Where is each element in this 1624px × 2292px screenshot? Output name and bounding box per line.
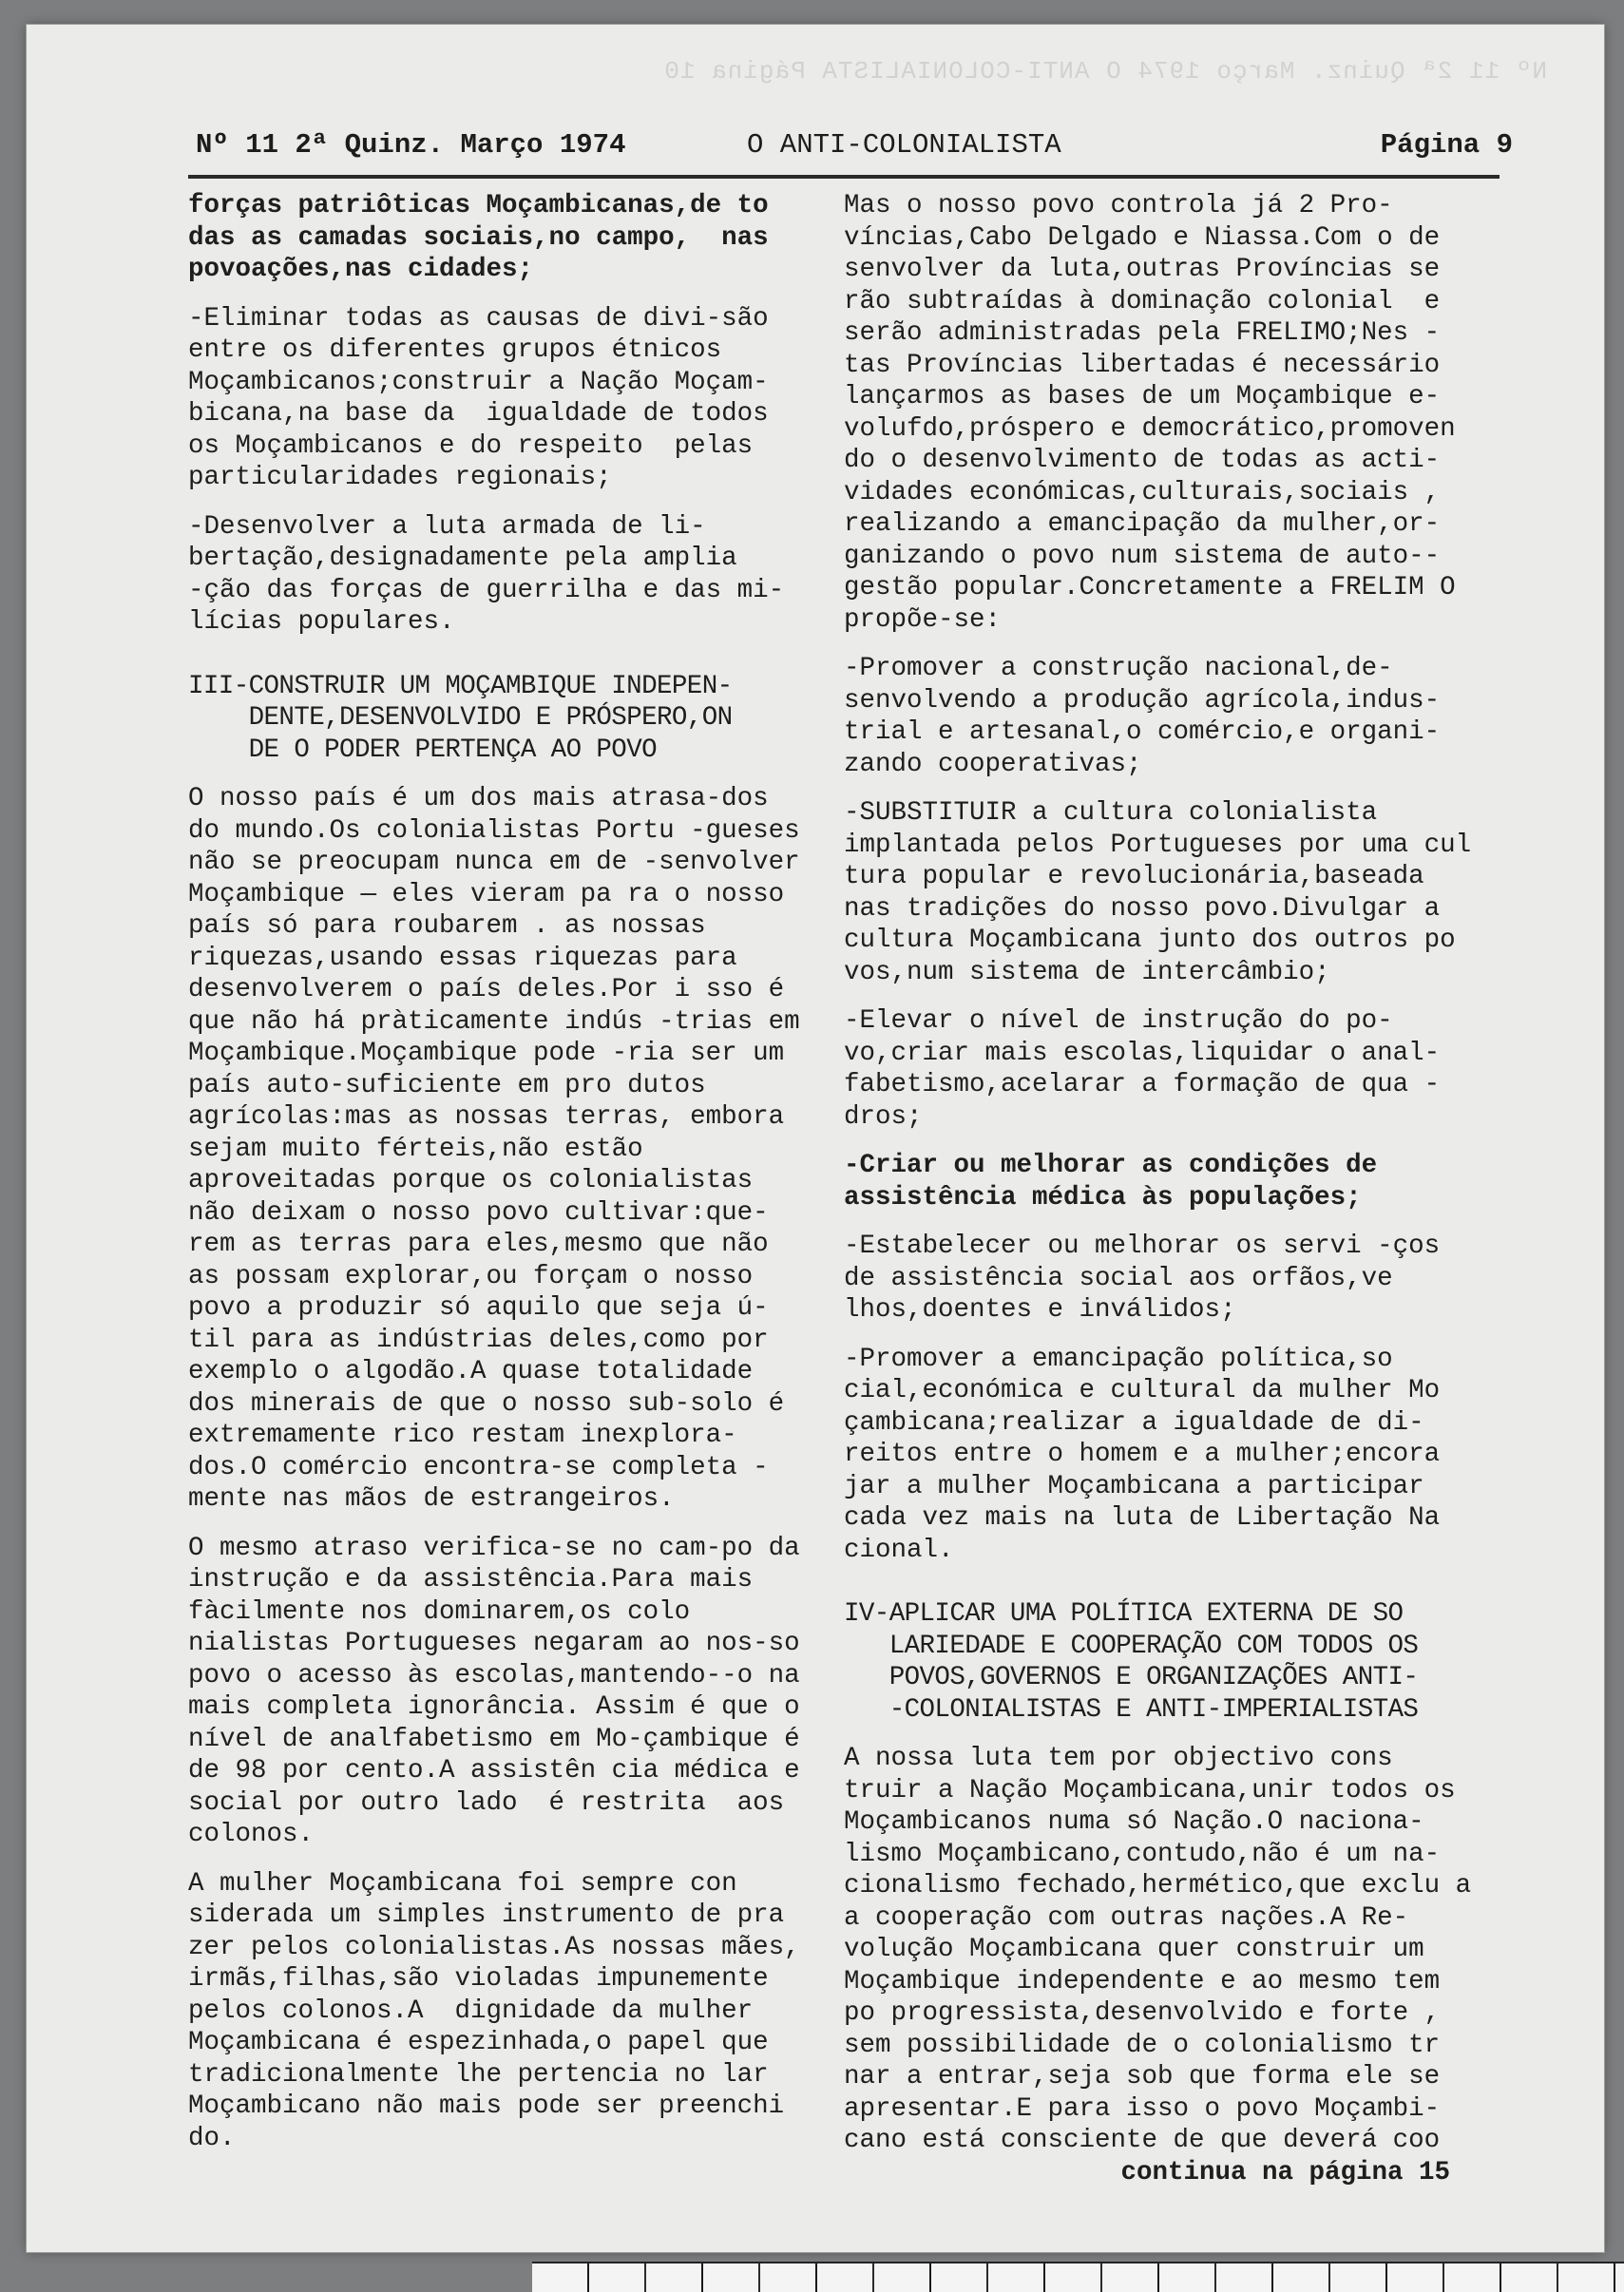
left-column — [188, 190, 815, 2154]
paragraph: -Desenvolver a luta armada de li-bertação,designadamente pela amplia -ção das forças de guerrilha e das mi-lícias populares. — [188, 511, 785, 637]
paragraph: O mesmo atraso verifica-se no cam-po da instrução e da assistência.Para mais fàcilmente nos dominarem,os colo nialistas Portugueses negaram ao nos-so povo o acesso às escolas,mantendo--o na mais completa ignorância. Assim é que o nível de analfabetismo em Mo-çambique é de 98 por cento.A assistên cia médica e social por outro lado é restrita aos colonos. — [188, 1533, 816, 1849]
page-number: Página 9 — [1380, 129, 1513, 161]
section-heading-iv: IV-APLICAR UMA POLÍTICA EXTERNA DE SO LARIEDADE E COOPERAÇÃO COM TODOS OS POVOS,GOVERNOS E ORGANIZAÇÕES ANTI- -COLONIALISTAS E ANTI-IMPERIALISTAS — [844, 1599, 1419, 1725]
paragraph: Mas o nosso povo controla já 2 Pro-víncias,Cabo Delgado e Niassa.Com o de senvolver da luta,outras Províncias se rão subtraídas à dominação colonial e serão administradas pela FRELIMO;Nes -tas Províncias libertadas é necessário lançarmos as bases de um Moçambique e-volufdo,próspero e democrático,promoven do o desenvolvimento de todas as acti-vidades económicas,culturais,sociais , realizando a emancipação da mulher,or-ganizando o povo num sistema de auto--gestão popular.Concretamente a FRELIM O propõe-se: — [844, 191, 1472, 635]
publication-title: O ANTI-COLONIALISTA — [747, 129, 1061, 161]
paragraph: -Promover a construção nacional,de-senvolvendo a produção agrícola,indus-trial e artesanal,o comércio,e organi-zando cooperativas; — [844, 654, 1441, 779]
bleed-through-text: Nº 11 2ª Quinz. Março 1974 O ANTI-COLONIALISTA Página 10 — [663, 57, 1547, 86]
issue-date: Nº 11 2ª Quinz. Março 1974 — [196, 129, 626, 161]
right-column — [844, 190, 1486, 2188]
paragraph: -Criar ou melhorar as condições de assistência médica às populações; — [844, 1151, 1393, 1213]
paragraph: -Estabelecer ou melhorar os servi -ços de assistência social aos orfãos,ve lhos,doentes e inválidos; — [844, 1232, 1456, 1325]
section-heading-iii: III-CONSTRUIR UM MOÇAMBIQUE INDEPEN- DENTE,DESENVOLVIDO E PRÓSPERO,ON DE O PODER PERTENÇA AO POVO — [188, 671, 733, 765]
archive-scale-ruler — [532, 2262, 1624, 2292]
header-divider — [188, 175, 1500, 179]
continuation-note: continua na página 15 — [1120, 2157, 1450, 2187]
paragraph: -Promover a emancipação política,so cial,económica e cultural da mulher Mo çambicana;realizar a igualdade de di-reitos entre o homem e a mulher;encora jar a mulher Moçambicana a participar cada vez mais na luta de Libertação Na cional. — [844, 1344, 1456, 1565]
paragraph: O nosso país é um dos mais atrasa-dos do mundo.Os colonialistas Portu -gueses não se preocupam nunca em de -senvolver Moçambique — eles vieram pa ra o nosso país só para roubarem . as nossas riquezas,usando essas riquezas para desenvolverem o país deles.Por i sso é que não há pràticamente indús -trias em Moçambique.Moçambique pode -ria ser um país auto-suficiente em pro dutos agrícolas:mas as nossas terras, embora sejam muito férteis,não estão aproveitadas porque os colonialistas não deixam o nosso povo cultivar:que-rem as terras para eles,mesmo que não as possam explorar,ou forçam o nosso povo a produzir só aquilo que seja ú-til para as indústrias deles,como por exemplo o algodão.A quase totalidade dos minerais de que o nosso sub-solo é extremamente rico restam inexplora-dos.O comércio encontra-se completa -mente nas mãos de estrangeiros. — [188, 784, 816, 1514]
paragraph: -SUBSTITUIR a cultura colonialista implantada pelos Portugueses por uma cul tura popular e revolucionária,baseada nas tradições do nosso povo.Divulgar a cultura Moçambicana junto dos outros po vos,num sistema de intercâmbio; — [844, 798, 1487, 987]
paragraph: forças patriôticas Moçambicanas,de to das as camadas sociais,no campo, nas povoações,nas cidades; — [188, 191, 785, 284]
paragraph: A nossa luta tem por objectivo cons truir a Nação Moçambicana,unir todos os Moçambicanos numa só Nação.O naciona-lismo Moçambicano,contudo,não é um na-cionalismo fechado,hermético,que exclu a a cooperação com outras nações.A Re-volução Moçambicana quer construir um Moçambique independente e ao mesmo tem po progressista,desenvolvido e forte , sem possibilidade de o colonialismo tr nar a entrar,seja sob que forma ele se apresentar.E para isso o povo Moçambi-cano está consciente de que deverá coo — [844, 1744, 1487, 2155]
page-header — [160, 124, 1513, 173]
paragraph: A mulher Moçambicana foi sempre con siderada um simples instrumento de pra zer pelos colonialistas.As nossas mães, irmãs,filhas,são violadas impunemente pelos colonos.A dignidade da mulher Moçambicana é espezinhada,o papel que tradicionalmente lhe pertencia no lar Moçambicano não mais pode ser preenchi do. — [188, 1868, 816, 2153]
paragraph: -Elevar o nível de instrução do po-vo,criar mais escolas,liquidar o anal-fabetismo,acelarar a formação de qua -dros; — [844, 1006, 1441, 1132]
paragraph: -Eliminar todas as causas de divi-são entre os diferentes grupos étnicos Moçambicanos;construir a Nação Moçam-bicana,na base da igualdade de todos os Moçambicanos e do respeito pelas particularidades regionais; — [188, 303, 785, 492]
